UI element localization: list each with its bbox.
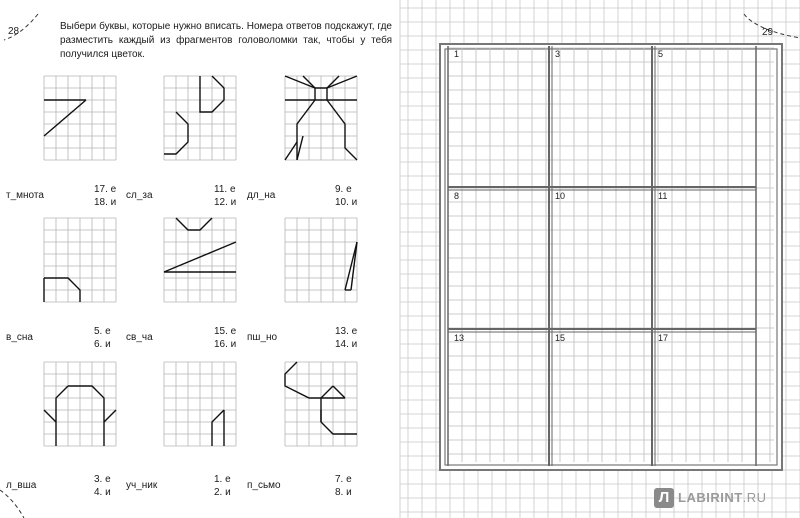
puzzle-fragment-grid	[164, 218, 236, 302]
answer-option: 16. и	[214, 339, 237, 350]
fragment-line	[333, 386, 345, 398]
instructions-text: Выбери буквы, которые нужно вписать. Номера ответов подскажут, где разместить каждый из фрагментов головоломки так, чтобы у тебя получился цветок.	[60, 21, 392, 60]
fragment-line	[176, 218, 212, 230]
puzzle-fragment-grid	[44, 218, 116, 302]
fragment-line	[285, 142, 297, 160]
fragment-line	[285, 362, 345, 398]
puzzle-fragment-grid	[285, 218, 357, 302]
right-page-number: 29	[762, 27, 774, 38]
answer-option: 13. е	[335, 326, 358, 337]
answer-option: 12. и	[214, 197, 237, 208]
answer-option: 17. е	[94, 184, 117, 195]
fragment-line	[56, 386, 68, 446]
left-page-number: 28	[8, 26, 20, 37]
assembly-cell-number: 3	[555, 49, 561, 59]
puzzle-word: св_ча	[126, 332, 153, 343]
assembly-cell-number: 13	[454, 333, 465, 343]
fragment-line	[327, 76, 357, 88]
puzzle-fragment-grid	[285, 76, 357, 160]
fragment-line	[285, 76, 315, 88]
assembly-cell-number: 11	[658, 191, 668, 201]
answer-option: 11. е	[214, 184, 236, 195]
labirint-name: LABIRINT	[678, 490, 743, 505]
puzzle-fragment-grid	[44, 76, 116, 160]
labirint-wordmark	[678, 490, 767, 505]
assembly-frame	[440, 44, 782, 470]
answer-option: 3. е	[94, 474, 111, 485]
puzzle-word: п_сьмо	[247, 480, 281, 491]
answer-option: 9. е	[335, 184, 352, 195]
assembly-cell-number: 10	[555, 191, 566, 201]
assembly-cell-number: 8	[454, 191, 460, 201]
puzzle-word: т_мнота	[6, 190, 44, 201]
puzzle-fragment-grid	[44, 362, 116, 446]
puzzle-word: уч_ник	[126, 480, 158, 491]
puzzle-word: дл_на	[247, 190, 276, 201]
answer-option: 5. е	[94, 326, 111, 337]
labirint-watermark	[654, 487, 794, 509]
fragment-line	[104, 410, 116, 422]
assembly-cell-number: 17	[658, 333, 669, 343]
labirint-domain: .RU	[742, 490, 767, 505]
answer-option: 15. е	[214, 326, 237, 337]
answer-option: 4. и	[94, 487, 111, 498]
puzzle-fragment-grid	[164, 362, 236, 446]
fragment-line	[44, 410, 56, 422]
puzzle-word: в_сна	[6, 332, 33, 343]
assembly-cell-number: 5	[658, 49, 664, 59]
fragment-line	[327, 100, 357, 160]
answer-option: 7. е	[335, 474, 352, 485]
answer-option: 1. е	[214, 474, 231, 485]
fragment-line	[68, 386, 104, 446]
answer-option: 2. и	[214, 487, 231, 498]
assembly-cell-number: 1	[454, 49, 460, 59]
frame-outer-border	[440, 44, 782, 470]
puzzle-fragment-grid	[285, 362, 357, 446]
answer-option: 10. и	[335, 197, 358, 208]
puzzle-word: л_вша	[6, 480, 37, 491]
puzzle-word: пш_но	[247, 332, 278, 343]
answer-option: 14. и	[335, 339, 358, 350]
bottom-corner-arc	[0, 490, 24, 518]
answer-option: 6. и	[94, 339, 111, 350]
puzzle-fragment-grid	[164, 76, 236, 160]
assembly-cell-number: 15	[555, 333, 566, 343]
answer-option: 8. и	[335, 487, 352, 498]
fragment-line	[212, 410, 224, 446]
puzzle-word: сл_за	[126, 190, 153, 201]
answer-option: 18. и	[94, 197, 117, 208]
labirint-logo-icon: Л	[654, 488, 674, 508]
